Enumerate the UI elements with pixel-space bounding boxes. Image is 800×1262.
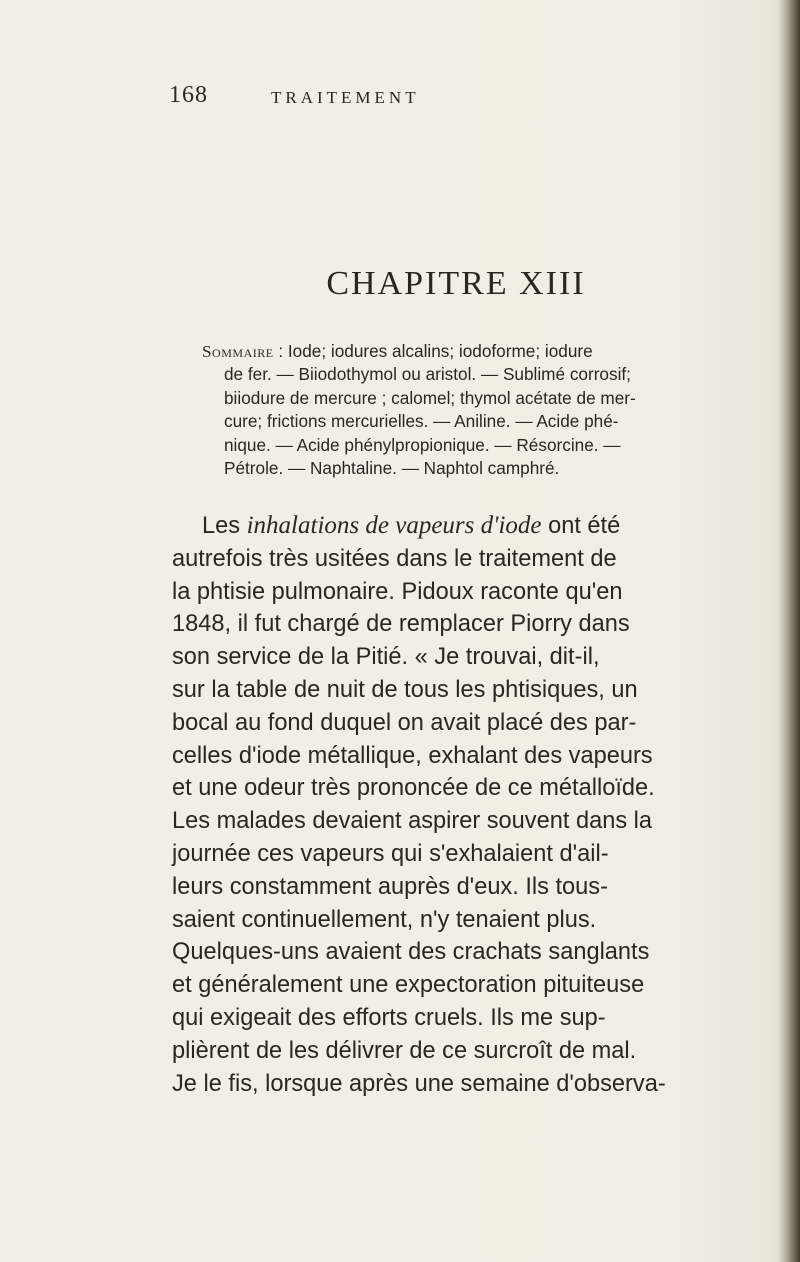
body-line: la phtisie pulmonaire. Pidoux raconte qu'en	[172, 578, 623, 605]
body-line: saient continuellement, n'y tenaient plus.	[172, 906, 597, 933]
summary-line: nique. — Acide phénylpropionique. — Résorcine. —	[224, 434, 621, 455]
body-line: son service de la Pitié. « Je trouvai, dit-il,	[172, 644, 600, 671]
italic-phrase: inhalations de vapeurs d'iode	[246, 512, 542, 539]
body-line: Quelques-uns avaient des crachats sanglants	[172, 939, 650, 966]
body-line: sur la table de nuit de tous les phtisiques, un	[172, 676, 638, 703]
summary-text: : Iode; iodures alcalins; iodoforme; iodure	[273, 341, 593, 361]
body-text-prefix: Les	[202, 513, 247, 539]
summary-line	[202, 340, 767, 363]
body-text-suffix: ont été	[541, 513, 621, 539]
body-line: leurs constamment auprès d'eux. Ils tous-	[172, 873, 608, 900]
chapter-title: CHAPITRE XIII	[326, 265, 586, 302]
body-line: journée ces vapeurs qui s'exhalaient d'ail-	[172, 840, 609, 867]
body-line: qui exigeait des efforts cruels. Ils me sup-	[172, 1004, 606, 1031]
chapter-summary	[202, 340, 767, 480]
summary-line: cure; frictions mercurielles. — Aniline. — Acide phé-	[224, 411, 619, 432]
body-line: autrefois très usitées dans le traitement de	[172, 545, 617, 572]
body-paragraph	[172, 510, 772, 1100]
summary-label: Sommaire	[202, 342, 274, 361]
summary-line: Pétrole. — Naphtaline. — Naphtol camphré.	[224, 458, 560, 479]
body-line: celles d'iode métallique, exhalant des vapeurs	[172, 742, 653, 769]
body-line: plièrent de les délivrer de ce surcroît de mal.	[172, 1037, 637, 1064]
body-line: 1848, il fut chargé de remplacer Piorry dans	[172, 611, 630, 638]
summary-line: biiodure de mercure ; calomel; thymol acétate de mer-	[224, 387, 636, 408]
summary-line: de fer. — Biiodothymol ou aristol. — Sublimé corrosif;	[224, 364, 631, 385]
body-line	[172, 510, 772, 543]
running-head: TRAITEMENT	[271, 88, 420, 107]
body-line: bocal au fond duquel on avait placé des par-	[172, 709, 637, 736]
page-number: 168	[169, 82, 208, 108]
body-line: et une odeur très prononcée de ce métalloïde.	[172, 775, 655, 802]
body-line: et généralement une expectoration pituiteuse	[172, 972, 645, 999]
page-edge-shadow	[778, 0, 800, 1262]
body-line: Les malades devaient aspirer souvent dans la	[172, 808, 653, 835]
body-line: Je le fis, lorsque après une semaine d'observa-	[172, 1070, 666, 1097]
